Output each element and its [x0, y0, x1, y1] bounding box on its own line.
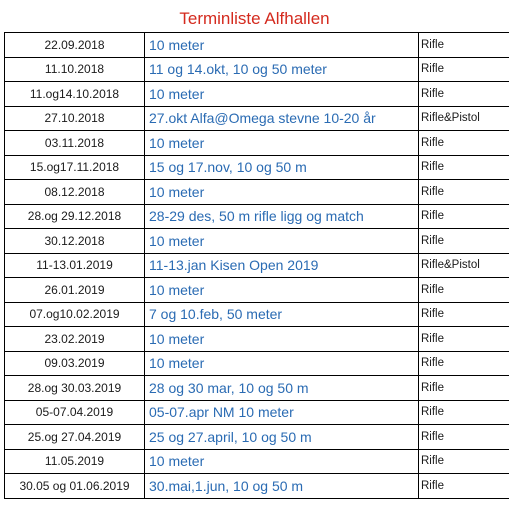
row-date: 28.og 29.12.2018 [5, 204, 145, 229]
row-date: 07.og10.02.2019 [5, 302, 145, 327]
row-date: 23.02.2019 [5, 327, 145, 352]
row-type: Rifle [419, 33, 509, 58]
table-row [5, 474, 509, 499]
row-date: 25.og 27.04.2019 [5, 425, 145, 450]
row-event: 11 og 14.okt, 10 og 50 meter [145, 57, 419, 82]
row-event: 30.mai,1.jun, 10 og 50 m [145, 474, 419, 499]
row-type: Rifle&Pistol [419, 253, 509, 278]
table-row [5, 253, 509, 278]
row-event: 10 meter [145, 229, 419, 254]
row-date: 11.og14.10.2018 [5, 82, 145, 107]
table-row [5, 82, 509, 107]
row-date: 15.og17.11.2018 [5, 155, 145, 180]
row-event: 10 meter [145, 351, 419, 376]
row-type: Rifle [419, 425, 509, 450]
row-date: 03.11.2018 [5, 131, 145, 156]
schedule-body [5, 33, 509, 499]
row-event: 11-13.jan Kisen Open 2019 [145, 253, 419, 278]
row-type: Rifle [419, 376, 509, 401]
table-row [5, 33, 509, 58]
row-type: Rifle [419, 229, 509, 254]
table-row [5, 351, 509, 376]
row-type: Rifle [419, 57, 509, 82]
row-date: 08.12.2018 [5, 180, 145, 205]
row-type: Rifle [419, 204, 509, 229]
row-type: Rifle [419, 131, 509, 156]
row-event: 28-29 des, 50 m rifle ligg og match [145, 204, 419, 229]
row-date: 26.01.2019 [5, 278, 145, 303]
row-event: 28 og 30 mar, 10 og 50 m [145, 376, 419, 401]
row-date: 30.05 og 01.06.2019 [5, 474, 145, 499]
row-date: 30.12.2018 [5, 229, 145, 254]
table-row [5, 106, 509, 131]
page-title: Terminliste Alfhallen [179, 9, 330, 28]
row-event: 25 og 27.april, 10 og 50 m [145, 425, 419, 450]
row-date: 27.10.2018 [5, 106, 145, 131]
table-row [5, 302, 509, 327]
schedule-table [4, 32, 509, 499]
table-row [5, 57, 509, 82]
row-date: 11.05.2019 [5, 449, 145, 474]
table-row [5, 180, 509, 205]
row-date: 28.og 30.03.2019 [5, 376, 145, 401]
row-type: Rifle [419, 278, 509, 303]
row-type: Rifle [419, 302, 509, 327]
table-row [5, 376, 509, 401]
row-type: Rifle [419, 351, 509, 376]
row-date: 05-07.04.2019 [5, 400, 145, 425]
row-event: 10 meter [145, 180, 419, 205]
row-event: 10 meter [145, 33, 419, 58]
row-type: Rifle [419, 180, 509, 205]
row-event: 05-07.apr NM 10 meter [145, 400, 419, 425]
row-event: 10 meter [145, 327, 419, 352]
row-type: Rifle [419, 474, 509, 499]
row-date: 11.10.2018 [5, 57, 145, 82]
row-type: Rifle [419, 400, 509, 425]
table-row [5, 327, 509, 352]
table-row [5, 155, 509, 180]
table-row [5, 204, 509, 229]
row-event: 7 og 10.feb, 50 meter [145, 302, 419, 327]
row-type: Rifle [419, 327, 509, 352]
table-row [5, 131, 509, 156]
row-event: 10 meter [145, 278, 419, 303]
row-event: 10 meter [145, 131, 419, 156]
row-event: 10 meter [145, 82, 419, 107]
row-event: 27.okt Alfa@Omega stevne 10-20 år [145, 106, 419, 131]
table-row [5, 278, 509, 303]
row-date: 09.03.2019 [5, 351, 145, 376]
table-row [5, 400, 509, 425]
row-event: 10 meter [145, 449, 419, 474]
row-event: 15 og 17.nov, 10 og 50 m [145, 155, 419, 180]
table-row [5, 425, 509, 450]
row-date: 22.09.2018 [5, 33, 145, 58]
table-row [5, 449, 509, 474]
row-type: Rifle [419, 82, 509, 107]
row-type: Rifle [419, 449, 509, 474]
row-type: Rifle&Pistol [419, 106, 509, 131]
row-type: Rifle [419, 155, 509, 180]
row-date: 11-13.01.2019 [5, 253, 145, 278]
table-row [5, 229, 509, 254]
